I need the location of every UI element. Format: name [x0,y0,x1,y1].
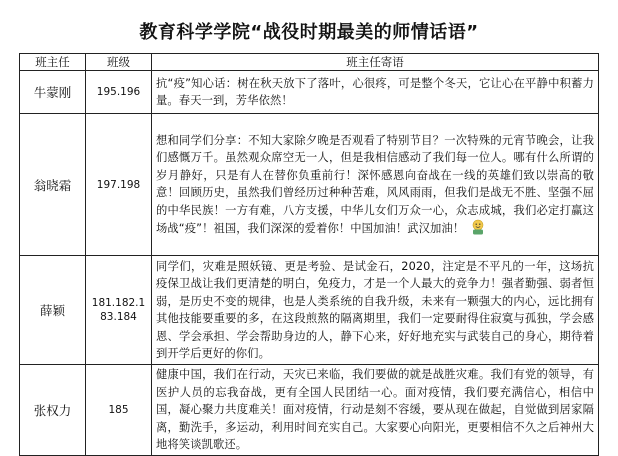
table-header-row [20,54,599,71]
message-cell: 健康中国，我们在行动，天灾已来临，我们要做的就是战胜灾难。我们有党的领导，有医护人员的忘我奋战，更有全国人民团结一心。面对疫情，我们要充满信心，相信中国，凝心聚力共度难关！面对疫情，行动是刻不容缓，要从现在做起，自觉做到居家隔离，勤洗手，多运动，利用时间充实自己。大家要心向阳光，更要相信不久之后神州大地将笑谈凯歌还。 [152,365,599,456]
table-row [20,114,599,256]
class-cell: 197.198 [86,114,152,256]
teacher-cell: 张权力 [20,365,86,456]
header-teacher: 班主任 [20,54,86,71]
message-cell: 抗“疫”知心话：树在秋天放下了落叶，心很疼，可是整个冬天，它让心在平静中积蓄力量。春天一到，芳华依然！ [152,71,599,114]
message-cell: 同学们，灾难是照妖镜、更是考验、是试金石，2020，注定是不平凡的一年，这场抗疫保卫战让我们更清楚的明白，免疫力，才是一个人最大的竞争力！强者勤强、弱者恒弱，是历史不变的规律，也是人类系统的自我升级，未来有一颗强大的内心，远比拥有其他技能要重要的多，在这段煎熬的隔离期里，我们一定要耐得住寂寞与孤独，学会感恩、学会承担、学会帮助身边的人，静下心来，好好地充实与武装自己的身心，期待着到开学后更好的你们。 [152,256,599,365]
message-cell [152,114,599,256]
table-row [20,365,599,456]
class-cell: 185 [86,365,152,456]
class-cell: 181.182.183.184 [86,256,152,365]
header-message: 班主任寄语 [152,54,599,71]
header-class: 班级 [86,54,152,71]
message-table [19,53,599,456]
class-cell: 195.196 [86,71,152,114]
teacher-cell: 牛蒙刚 [20,71,86,114]
table-row [20,256,599,365]
message-text: 想和同学们分享：不知大家除夕晚是否观看了特别节目？一次特殊的元宵节晚会，让我们感慨万千。虽然观众席空无一人，但是我相信感动了我们每一位人。哪有什么所谓的岁月静好，只是有人在替你负重前行！深怀感恩向奋战在一线的英雄们致以崇高的敬意！回顾历史，虽然我们曾经历过种种苦难，风风雨雨，但我们是战无不胜、坚强不屈的中华民族！一方有难，八方支援，中华儿女们万众一心，众志成城，我们必定打赢这场战“疫”！祖国，我们深深的爱着你！中国加油！武汉加油！ [156,133,594,235]
teacher-cell: 薛颖 [20,256,86,365]
smiley-face-icon [470,219,486,235]
teacher-cell: 翁晓霜 [20,114,86,256]
page-title: 教育科学学院“战役时期最美的师情话语” [139,22,479,43]
table-row [20,71,599,114]
